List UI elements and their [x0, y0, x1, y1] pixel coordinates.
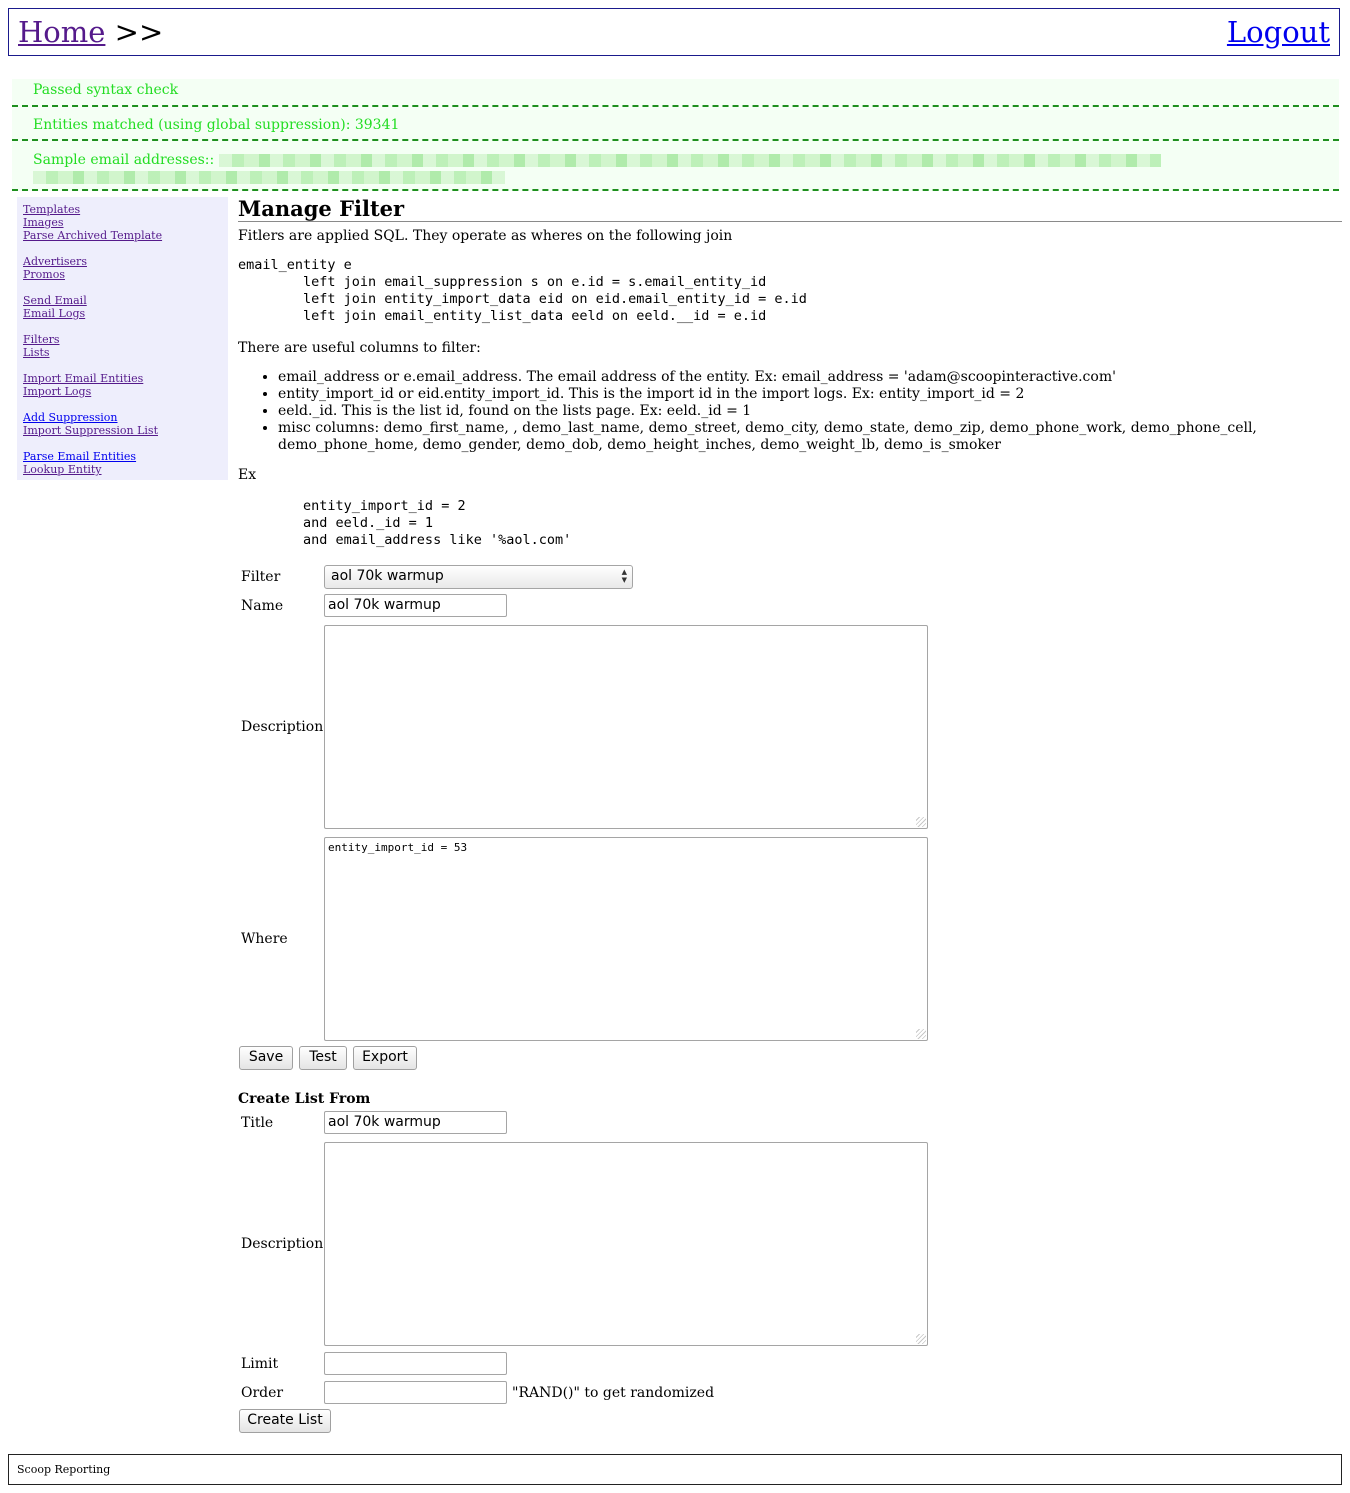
- filter-label: Filter: [241, 569, 281, 585]
- sidebar-item-email-logs[interactable]: Email Logs: [23, 307, 86, 320]
- entities-matched-message: Entities matched (using global suppression): 39341: [12, 107, 1339, 141]
- sidebar-item-import-suppression-list[interactable]: Import Suppression List: [23, 424, 158, 437]
- order-input[interactable]: [324, 1381, 507, 1404]
- description-label: Description: [241, 719, 324, 735]
- main-content: [238, 196, 1342, 1428]
- list-item: • eeld._id. This is the list id, found on the lists page. Ex: eeld._id = 1: [278, 403, 1278, 420]
- sidebar-item-lists[interactable]: Lists: [23, 346, 50, 359]
- sidebar-item-promos[interactable]: Promos: [23, 268, 65, 281]
- description-textarea[interactable]: [324, 625, 928, 829]
- top-nav-bar: [8, 8, 1340, 56]
- test-button[interactable]: Test: [299, 1046, 347, 1070]
- list-item: • email_address or e.email_address. The email address of the entity. Ex: email_address = 'adam@scoopinteractive.com': [278, 369, 1278, 386]
- sidebar-item-send-email[interactable]: Send Email: [23, 294, 87, 307]
- breadcrumb-separator: >>: [114, 15, 164, 49]
- list-item: • entity_import_id or eid.entity_import_id. This is the import id in the import logs. Ex: entity_import_id = 2: [278, 386, 1278, 403]
- sidebar-item-import-logs[interactable]: Import Logs: [23, 385, 92, 398]
- example-label: Ex: [238, 467, 257, 483]
- order-label: Order: [241, 1385, 284, 1401]
- redacted-email-list: [33, 171, 505, 184]
- list-description-label: Description: [241, 1236, 324, 1252]
- sidebar-item-templates[interactable]: Templates: [23, 203, 81, 216]
- sidebar-group-entities: [23, 450, 228, 476]
- order-hint: "RAND()" to get randomized: [512, 1385, 715, 1401]
- sidebar-item-images[interactable]: Images: [23, 216, 64, 229]
- join-sql-code: email_entity e left join email_suppression s on e.id = s.email_entity_id left join entity_import_data eid on eid.email_entity_id = e.id left join email_entity_list_data eeld on eeld.__id = e.id: [238, 257, 807, 324]
- list-title-input[interactable]: aol 70k warmup: [324, 1111, 507, 1134]
- where-textarea[interactable]: [324, 837, 928, 1041]
- sidebar-nav: [17, 197, 228, 480]
- resize-grip-icon[interactable]: [916, 817, 926, 827]
- sidebar-group-filters: [23, 333, 228, 359]
- sidebar-item-parse-email-entities[interactable]: Parse Email Entities: [23, 450, 137, 463]
- save-button[interactable]: Save: [239, 1046, 293, 1070]
- sidebar-item-filters[interactable]: Filters: [23, 333, 60, 346]
- redacted-email-list: [219, 154, 1161, 167]
- column-list: [238, 369, 1278, 454]
- page-title: Manage Filter: [238, 197, 1342, 222]
- sidebar-group-suppression: [23, 411, 228, 437]
- status-messages: [12, 79, 1339, 191]
- sidebar-item-lookup-entity[interactable]: Lookup Entity: [23, 463, 102, 476]
- where-value: entity_import_id = 53: [328, 841, 468, 854]
- list-description-textarea[interactable]: [324, 1142, 928, 1346]
- intro-text: Fitlers are applied SQL. They operate as wheres on the following join: [238, 228, 733, 244]
- footer: [8, 1454, 1342, 1485]
- export-button[interactable]: Export: [353, 1046, 417, 1070]
- syntax-check-message: Passed syntax check: [12, 79, 1339, 107]
- sidebar-group-email: [23, 294, 228, 320]
- limit-input[interactable]: [324, 1352, 507, 1375]
- sidebar-group-advertisers: [23, 255, 228, 281]
- create-list-heading: Create List From: [238, 1091, 371, 1107]
- sidebar-item-advertisers[interactable]: Advertisers: [23, 255, 87, 268]
- breadcrumb: [18, 15, 163, 49]
- logout-link[interactable]: Logout: [1226, 15, 1330, 49]
- title-label: Title: [241, 1115, 274, 1131]
- home-link[interactable]: Home: [18, 15, 106, 49]
- useful-columns-text: There are useful columns to filter:: [238, 340, 481, 356]
- select-arrows-icon: ▲ ▼: [621, 568, 627, 584]
- limit-label: Limit: [241, 1356, 279, 1372]
- sample-emails-message: [12, 141, 1339, 191]
- create-list-button[interactable]: Create List: [239, 1409, 331, 1433]
- name-input[interactable]: aol 70k warmup: [324, 594, 507, 617]
- where-label: Where: [241, 931, 288, 947]
- sidebar-item-parse-archived-template[interactable]: Parse Archived Template: [23, 229, 163, 242]
- filter-select-value: aol 70k warmup: [331, 568, 444, 584]
- list-item: • misc columns: demo_first_name, , demo_last_name, demo_street, demo_city, demo_state, demo_zip, demo_phone_work, demo_phone_cell, demo_phone_home, demo_gender, demo_dob, demo_height_inches, demo_weight_lb, demo_is_smoker: [278, 420, 1278, 454]
- sidebar-item-add-suppression[interactable]: Add Suppression: [23, 411, 118, 424]
- name-label: Name: [241, 598, 284, 614]
- resize-grip-icon[interactable]: [916, 1334, 926, 1344]
- example-sql-code: entity_import_id = 2 and eeld._id = 1 and email_address like '%aol.com': [303, 498, 572, 548]
- resize-grip-icon[interactable]: [916, 1029, 926, 1039]
- sidebar-group-import: [23, 372, 228, 398]
- sidebar-item-import-email-entities[interactable]: Import Email Entities: [23, 372, 144, 385]
- filter-select[interactable]: [324, 565, 633, 589]
- footer-text: Scoop Reporting: [17, 1463, 111, 1476]
- sample-emails-label: Sample email addresses::: [33, 152, 215, 168]
- sidebar-group-templates: [23, 203, 228, 242]
